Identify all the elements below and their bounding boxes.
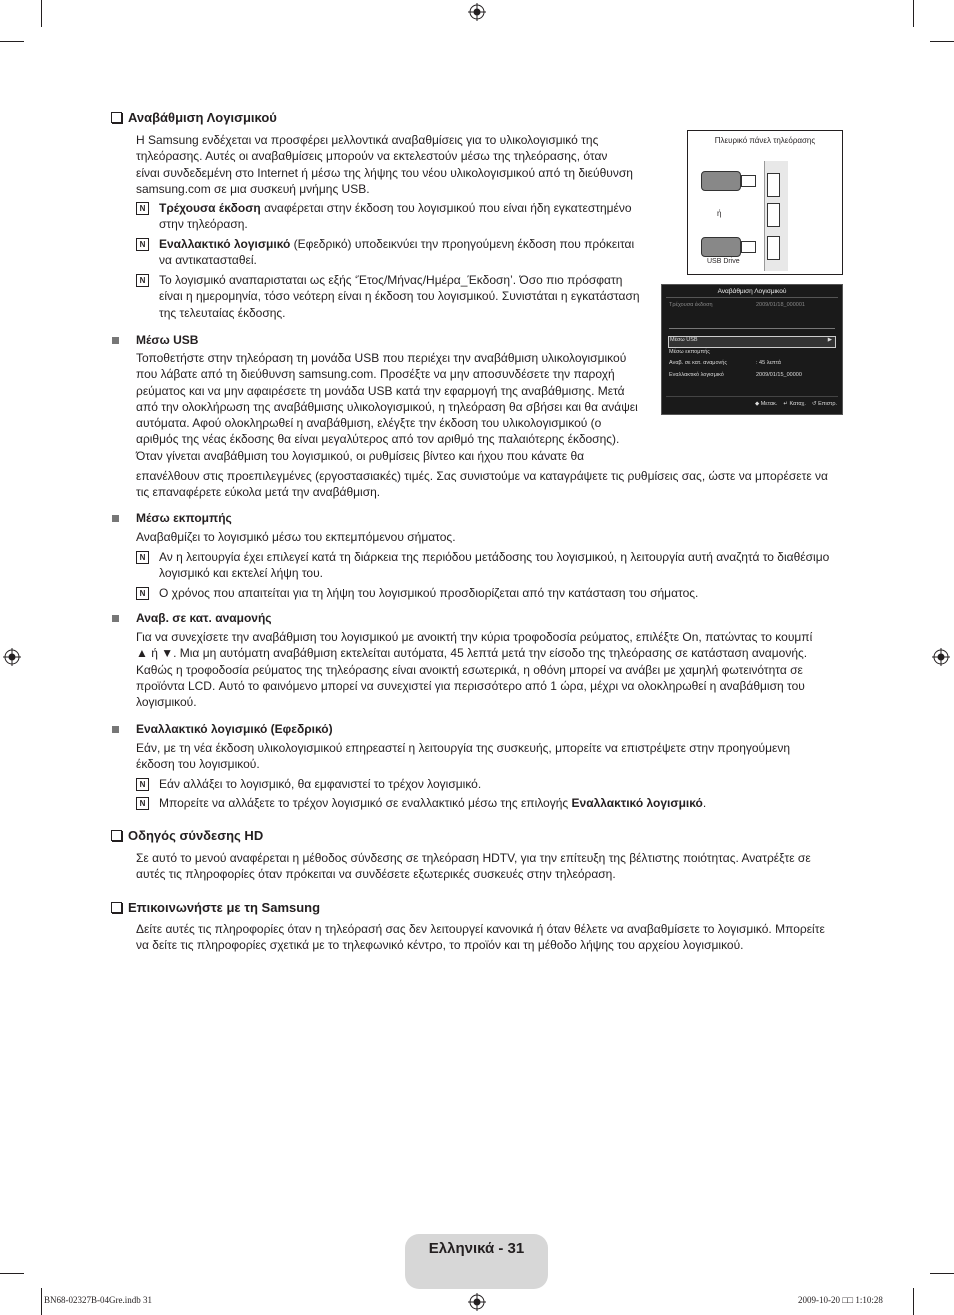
note-icon: N	[136, 238, 149, 251]
usb-paragraph-cont: επανέλθουν στις προεπιλεγμένες (εργοστασιακές) τιμές. Σας συνιστούμε να καταγράψετε τις ρυθμίσεις σας, ώστε να μπορέσετε να τις επαναφέρετε εύκολα μετά την αναβάθμιση.	[136, 469, 828, 500]
osd-hint-return: ↺ Επιστρ.	[811, 401, 837, 407]
usb-connector-icon	[741, 241, 756, 253]
registration-mark-icon	[468, 1293, 486, 1311]
usb-port-icon	[767, 173, 780, 197]
osd-item-standby[interactable]: Αναβ. σε κατ. αναμονής : 45 λεπτά	[669, 360, 781, 366]
usb-drive-icon	[701, 237, 741, 257]
note-icon: N	[136, 202, 149, 215]
note-icon: N	[136, 551, 149, 564]
crop-mark	[913, 1288, 914, 1315]
square-bullet-icon	[112, 615, 119, 622]
usb-drive-label: USB Drive	[707, 258, 740, 265]
square-bullet-icon	[112, 337, 119, 344]
tv-panel-edge	[764, 161, 788, 271]
osd-hint-enter: ↵ Καταχ.	[783, 401, 806, 407]
section-title-contact: Επικοινωνήστε με τη Samsung	[111, 900, 320, 915]
crop-mark	[0, 1273, 24, 1274]
note-icon: N	[136, 797, 149, 810]
osd-item-alternative[interactable]: Εναλλακτικό λογισμικό 2009/01/15_00000	[669, 372, 802, 378]
usb-port-icon	[767, 236, 780, 260]
osd-title-divider	[666, 297, 838, 298]
hd-guide-paragraph: Σε αυτό το μενού αναφέρεται η μέθοδος σύνδεσης σε τηλεόραση HDTV, για την επίτευξη της βέλτιστης ποιότητας. Ανατρέξτε σε αυτές τις πληροφορίες όταν πρόκειται να συνδέσετε εξωτερικές συσκευές στην τηλεόραση.	[136, 851, 811, 882]
registration-mark-icon	[932, 648, 950, 666]
note-icon: N	[136, 587, 149, 600]
crop-mark	[41, 0, 42, 27]
note-alternative-software: N Εναλλακτικό λογισμικό (Εφεδρικό) υποδεικνύει την προηγούμενη έκδοση που πρόκειται να αντικατασταθεί.	[136, 236, 659, 269]
checkbox-bullet-icon	[111, 902, 122, 913]
standby-paragraph: Για να συνεχίσετε την αναβάθμιση του λογισμικού με ανοικτή την κύρια τροφοδοσία ρεύματος, επιλέξτε On, πατώντας το κουμπί ▲ ή ▼. Μια μη αυτόματη αναβάθμιση εκτελείται αυτόματα, 45 λεπτά μετά την είσοδο της τηλεόρασης σε κατάσταση αναμονής. Καθώς η τροφοδοσία ρεύματος της τηλεόρασης είναι ανοικτή εσωτερικά, η οθόνη μπορεί να ανάβει με χαμηλή φωτεινότητα σε προϊόντα LCD. Αυτό το φαινόμενο μπορεί να συνεχιστεί για περισσότερο από 1 ώρα, μέχρι να ολοκληρωθεί η αναβάθμιση του λογισμικού.	[136, 630, 813, 710]
intro-paragraph: Η Samsung ενδέχεται να προσφέρει μελλοντικά αναβαθμίσεις για το υλικολογισμικό της τηλεόρασης. Αυτές οι αναβαθμίσεις μπορούν να εκτελεστούν μέσω της τηλεόρασης, όταν είναι συνδεδεμένη στο Internet ή μέσω της λήψης του νέου υλικολογισμικού από τη διεύθυνση samsung.com σε μια συσκευή μνήμης USB.	[136, 133, 633, 196]
note-broadcast-time: N Ο χρόνος που απαιτείται για τη λήψη του λογισμικού προσδιορίζεται από την κατάσταση του σήματος.	[136, 585, 849, 601]
checkbox-bullet-icon	[111, 830, 122, 841]
crop-mark	[0, 41, 24, 42]
note-broadcast-search: N Αν η λειτουργία έχει επιλεγεί κατά τη διάρκεια της περιόδου μετάδοσης του λογισμικού, η λειτουργία αυτή αναζητά το διαθέσιμο λογισμικό και εκτελεί λήψη του.	[136, 549, 849, 582]
section-title-software-upgrade: Αναβάθμιση Λογισμικού	[111, 110, 277, 125]
osd-hint-move: ◆ Μετακ.	[754, 401, 778, 407]
osd-divider	[669, 328, 835, 329]
note-alt-change: N Μπορείτε να αλλάξετε το τρέχον λογισμικό σε εναλλακτικό μέσω της επιλογής Εναλλακτικό λογισμικό.	[136, 795, 849, 811]
note-version-format: N Το λογισμικό αναπαρισταται ως εξής ‘Έτος/Μήνας/Ημέρα_Έκδοση’. Όσο πιο πρόσφατη είναι η ημερομηνία, τόσο νεότερη είναι η έκδοση του λογισμικού. Συνιστάται η εγκατάσταση της τελευταίας έκδοσης.	[136, 272, 659, 321]
footer-date: 2009-10-20 □□ 1:10:28	[798, 1295, 883, 1305]
software-upgrade-osd-menu	[661, 284, 843, 415]
crop-mark	[930, 41, 954, 42]
crop-mark	[41, 1288, 42, 1315]
square-bullet-icon	[112, 515, 119, 522]
usb-drive-icon	[701, 171, 741, 191]
broadcast-paragraph: Αναβαθμίζει το λογισμικό μέσω του εκπεμπόμενου σήματος.	[136, 530, 456, 544]
square-bullet-icon	[112, 726, 119, 733]
osd-hints	[755, 401, 837, 407]
note-icon: N	[136, 274, 149, 287]
note-icon: N	[136, 778, 149, 791]
osd-arrow-icon: ▶	[827, 337, 832, 343]
osd-item-usb[interactable]: Μέσω USB ▶	[668, 336, 836, 348]
tv-side-panel-figure	[687, 130, 843, 275]
page-number: Ελληνικά - 31	[428, 1240, 525, 1257]
registration-mark-icon	[3, 648, 21, 666]
osd-item-broadcast[interactable]: Μέσω εκπομπής	[669, 349, 710, 355]
crop-mark	[930, 1273, 954, 1274]
crop-mark	[913, 0, 914, 27]
subsection-title-alternative: Εναλλακτικό λογισμικό (Εφεδρικό)	[136, 722, 333, 736]
contact-paragraph: Δείτε αυτές τις πληροφορίες όταν η τηλεόρασή σας δεν λειτουργεί κανονικά ή όταν θέλετε να αναβαθμίσετε το λογισμικό. Μπορείτε να δείτε τις πληροφορίες σχετικά με το τηλεφωνικό κέντρο, το προϊόν και τη μέθοδο λήψης του αρχείου λογισμικού.	[136, 922, 825, 953]
note-current-version: N Τρέχουσα έκδοση αναφέρεται στην έκδοση του λογισμικού που είναι ήδη εγκατεστημένο στην τηλεόραση.	[136, 200, 659, 233]
note-alt-shown: N Εάν αλλάξει το λογισμικό, θα εμφανιστεί το τρέχον λογισμικό.	[136, 776, 849, 792]
hdmi-port-icon	[767, 203, 780, 227]
footer-file: BN68-02327B-04Gre.indb 31	[44, 1295, 152, 1305]
or-label: ή	[717, 209, 722, 218]
section-title-hd-guide: Οδηγός σύνδεσης HD	[111, 828, 263, 843]
osd-title: Αναβάθμιση Λογισμικού	[717, 288, 787, 295]
subsection-title-broadcast: Μέσω εκπομπής	[136, 511, 232, 525]
usb-paragraph: Τοποθετήστε στην τηλεόραση τη μονάδα USB που περιέχει την αναβάθμιση υλικολογισμικού που λάβατε από τη διεύθυνση samsung.com. Προσέξτε να μην αποσυνδέσετε την παροχή ρεύματος και να μην αφαιρέσετε τη μονάδα USB κατά την εφαρμογή της αναβάθμισης. Μετά από την ολοκλήρωση της αναβάθμισης υλικολογισμικού, η τηλεόραση θα σβήσει και θα ανάψει αυτόματα. Αφού ολοκληρωθεί η αναβάθμιση, ελέγξτε την έκδοση του υλικολογισμικού (ο αριθμός της νέας έκδοσης θα είναι μεγαλύτερος από τον αριθμό της παλαιότερης έκδοσης). Όταν γίνεται αναβάθμιση του λογισμικού, οι ρυθμίσεις βίντεο και ήχου που κάνατε θα	[136, 351, 638, 463]
registration-mark-icon	[468, 3, 486, 21]
usb-connector-icon	[741, 175, 756, 187]
osd-current-version-row: Τρέχουσα έκδοση 2009/01/18_000001	[669, 302, 805, 308]
checkbox-bullet-icon	[111, 112, 122, 123]
subsection-title-standby: Αναβ. σε κατ. αναμονής	[136, 611, 272, 625]
figure-caption: Πλευρικό πάνελ τηλεόρασης	[714, 136, 816, 145]
alternative-paragraph: Εάν, με τη νέα έκδοση υλικολογισμικού επηρεαστεί η λειτουργία της συσκευής, μπορείτε να επιστρέψετε στην προηγούμενη έκδοση του λογισμικού.	[136, 741, 791, 772]
osd-footer-divider	[666, 396, 838, 397]
subsection-title-usb: Μέσω USB	[136, 333, 199, 347]
